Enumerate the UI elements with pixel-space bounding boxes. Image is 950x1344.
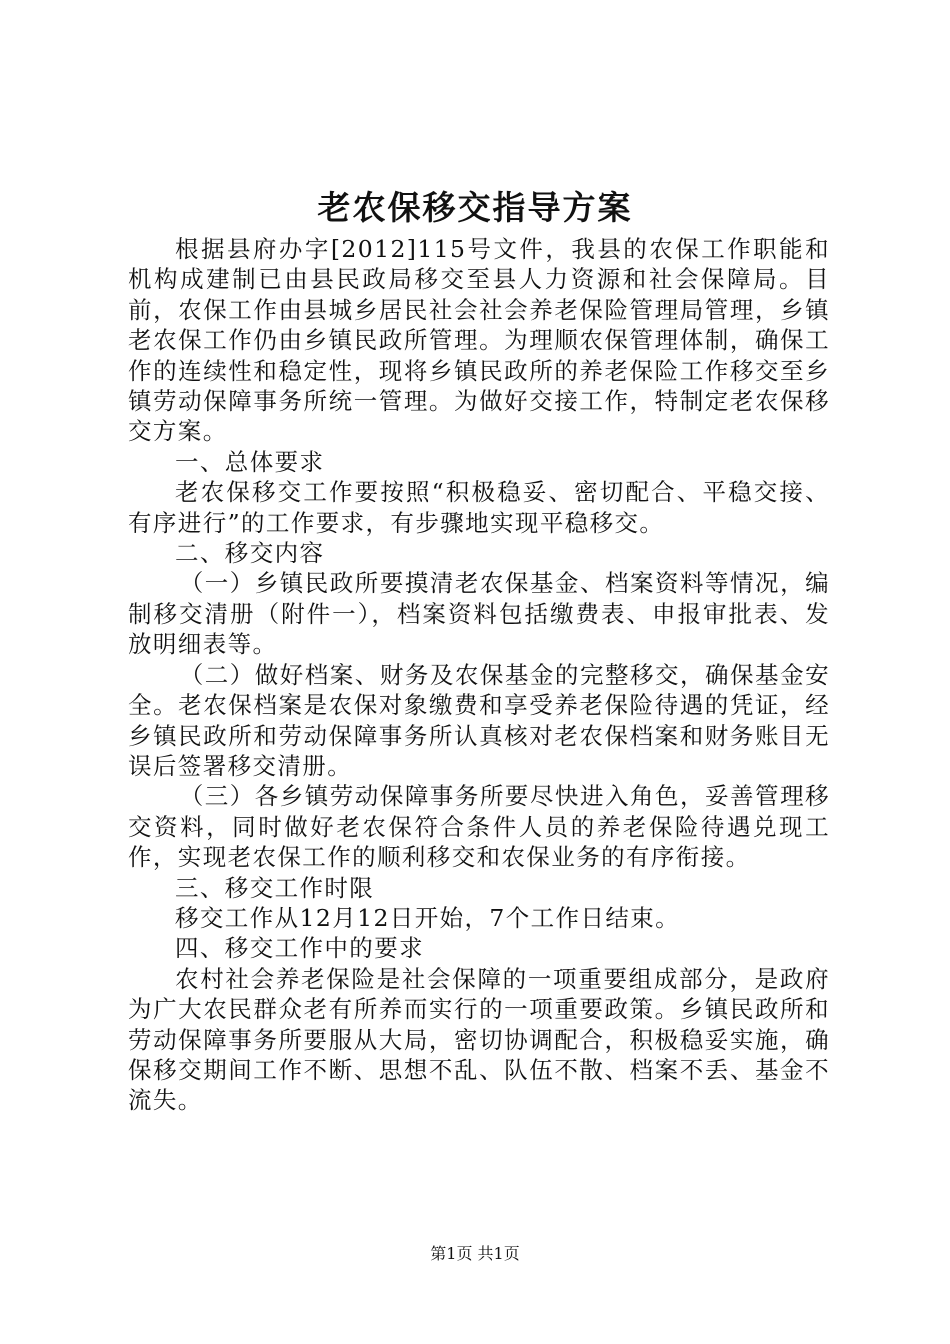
section-3-paragraph: 移交工作从12月12日开始，7个工作日结束。 — [175, 903, 681, 932]
section-heading-3: 三、移交工作时限 — [175, 873, 375, 902]
section-2-item-2: （二）做好档案、财务及农保基金的完整移交，确保基金安全。老农保档案是农保对象缴费和享受养老保险待遇的凭证，经乡镇民政所和劳动保障事务所认真核对老农保档案和财务账目无误后签署移交清册。 — [128, 660, 830, 780]
section-2-item-1: （一）乡镇民政所要摸清老农保基金、档案资料等情况，编制移交清册（附件一），档案资料包括缴费表、申报审批表、发放明细表等。 — [128, 569, 830, 659]
intro-paragraph: 根据县府办字[2012]115号文件，我县的农保工作职能和机构成建制已由县民政局移交至县人力资源和社会保障局。目前，农保工作由县城乡居民社会社会养老保险管理局管理，乡镇老农保工作仍由乡镇民政所管理。为理顺农保管理体制，确保工作的连续性和稳定性，现将乡镇民政所的养老保险工作移交至乡镇劳动保障事务所统一管理。为做好交接工作，特制定老农保移交方案。 — [128, 235, 830, 446]
page-number-footer: 第1页 共1页 — [430, 1244, 520, 1263]
section-2-item-3: （三）各乡镇劳动保障事务所要尽快进入角色，妥善管理移交资料，同时做好老农保符合条件人员的养老保险待遇兑现工作，实现老农保工作的顺利移交和农保业务的有序衔接。 — [128, 782, 830, 872]
section-heading-2: 二、移交内容 — [175, 539, 325, 568]
section-heading-1: 一、总体要求 — [175, 447, 325, 476]
section-4-paragraph: 农村社会养老保险是社会保障的一项重要组成部分，是政府为广大农民群众老有所养而实行的一项重要政策。乡镇民政所和劳动保障事务所要服从大局，密切协调配合，积极稳妥实施，确保移交期间工作不断、思想不乱、队伍不散、档案不丢、基金不流失。 — [128, 964, 830, 1115]
section-1-paragraph: 老农保移交工作要按照“积极稳妥、密切配合、平稳交接、有序进行”的工作要求，有步骤地实现平稳移交。 — [128, 478, 830, 537]
section-heading-4: 四、移交工作中的要求 — [175, 934, 424, 963]
document-body — [128, 234, 830, 1116]
document-title: 老农保移交指导方案 — [317, 188, 633, 227]
